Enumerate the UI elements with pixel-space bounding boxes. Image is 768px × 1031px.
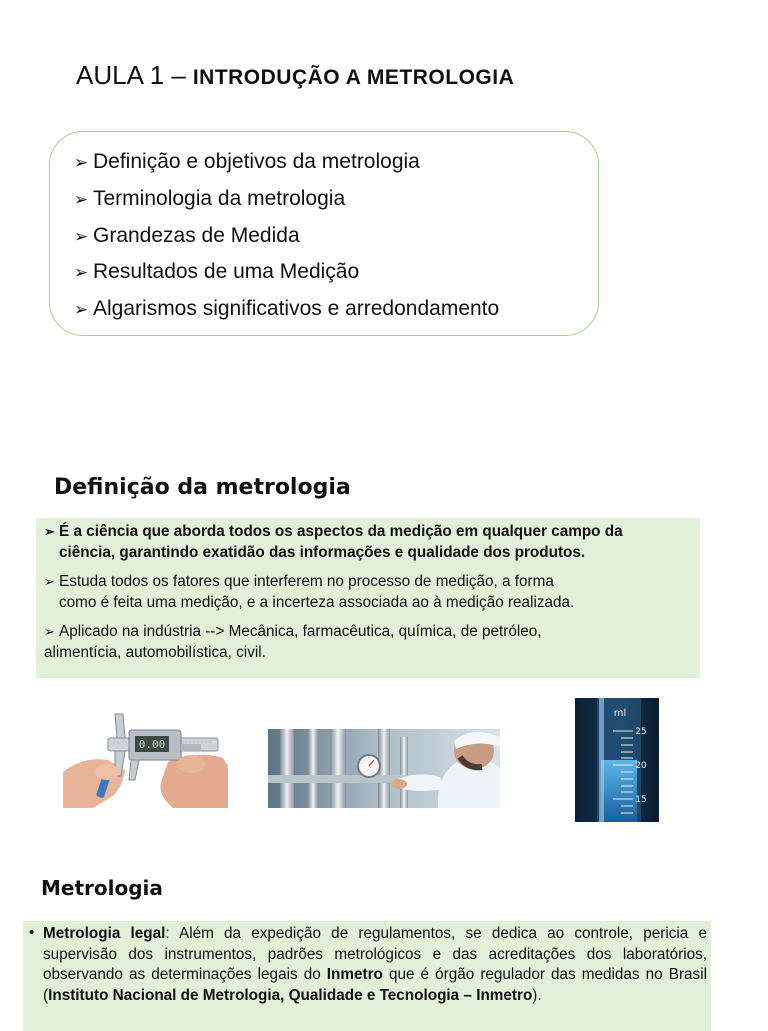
- list-item: ➢ Resultados de uma Medição: [74, 254, 499, 291]
- legal-label: Metrologia legal: [43, 925, 166, 942]
- arrow-bullet-icon: ➢: [74, 189, 89, 209]
- metrologia-heading: Metrologia: [41, 876, 163, 900]
- cylinder-mark: 25: [635, 727, 647, 737]
- legal-metrology-panel: [23, 921, 711, 1031]
- lesson-label: AULA 1 –: [76, 60, 186, 90]
- definition-item: ➢ Estuda todos os fatores que interferem no processo de medição, a forma como é feita uma medição, e a incerteza associada ao à medição realizada.: [44, 573, 575, 611]
- legal-metrology-text: Metrologia legal: Além da expedição de regulamentos, se dedica ao controle, pericia e supervisão dos instrumentos, padrões metrológicos e das acreditações dos laboratórios, observando as determinações legais do Inmetro que é órgão regulador das medidas no Brasil (Instituto Nacional de Metrologia, Qualidade e Tecnologia – Inmetro).: [43, 925, 707, 1004]
- page-title: [76, 60, 514, 91]
- definition-item: ➢ É a ciência que aborda todos os aspectos da medição em qualquer campo da ciência, garantindo exatidão das informações e qualidade dos produtos.: [44, 523, 623, 561]
- arrow-bullet-icon: ➢: [74, 300, 89, 320]
- definition-heading: Definição da metrologia: [54, 475, 351, 500]
- list-item: ➢ Grandezas de Medida: [74, 218, 499, 255]
- list-item: ➢ Definição e objetivos da metrologia: [74, 144, 499, 181]
- institute-name: Instituto Nacional de Metrologia, Qualidade e Tecnologia – Inmetro: [48, 986, 533, 1004]
- cylinder-unit-label: ml: [613, 708, 627, 719]
- arrow-bullet-icon: ➢: [44, 624, 55, 639]
- caliper-display-text: 0.00: [138, 738, 166, 751]
- caliper-photo: [63, 712, 228, 808]
- arrow-bullet-icon: ➢: [74, 153, 89, 172]
- arrow-bullet-icon: ➢: [74, 263, 89, 283]
- arrow-bullet-icon: ➢: [74, 226, 89, 246]
- topics-list: [74, 144, 499, 328]
- bullet-icon: •: [29, 924, 35, 941]
- inmetro-label: Inmetro: [326, 966, 383, 984]
- definition-item: ➢ Aplicado na indústria --> Mecânica, farmacêutica, química, de petróleo, alimentícia, automobilística, civil.: [44, 623, 542, 661]
- arrow-bullet-icon: ➢: [44, 524, 55, 539]
- cylinder-mark: 20: [635, 761, 647, 771]
- list-item: ➢ Algarismos significativos e arredondamento: [74, 291, 499, 328]
- list-item: ➢ Terminologia da metrologia: [74, 181, 499, 218]
- definition-panel: [36, 518, 700, 678]
- lab-technician-photo: [268, 729, 500, 808]
- cylinder-mark: 15: [635, 795, 647, 805]
- arrow-bullet-icon: ➢: [44, 574, 55, 589]
- topics-box: [49, 131, 599, 336]
- lesson-title: INTRODUÇÃO A METROLOGIA: [192, 66, 515, 89]
- graduated-cylinder-photo: [575, 698, 659, 822]
